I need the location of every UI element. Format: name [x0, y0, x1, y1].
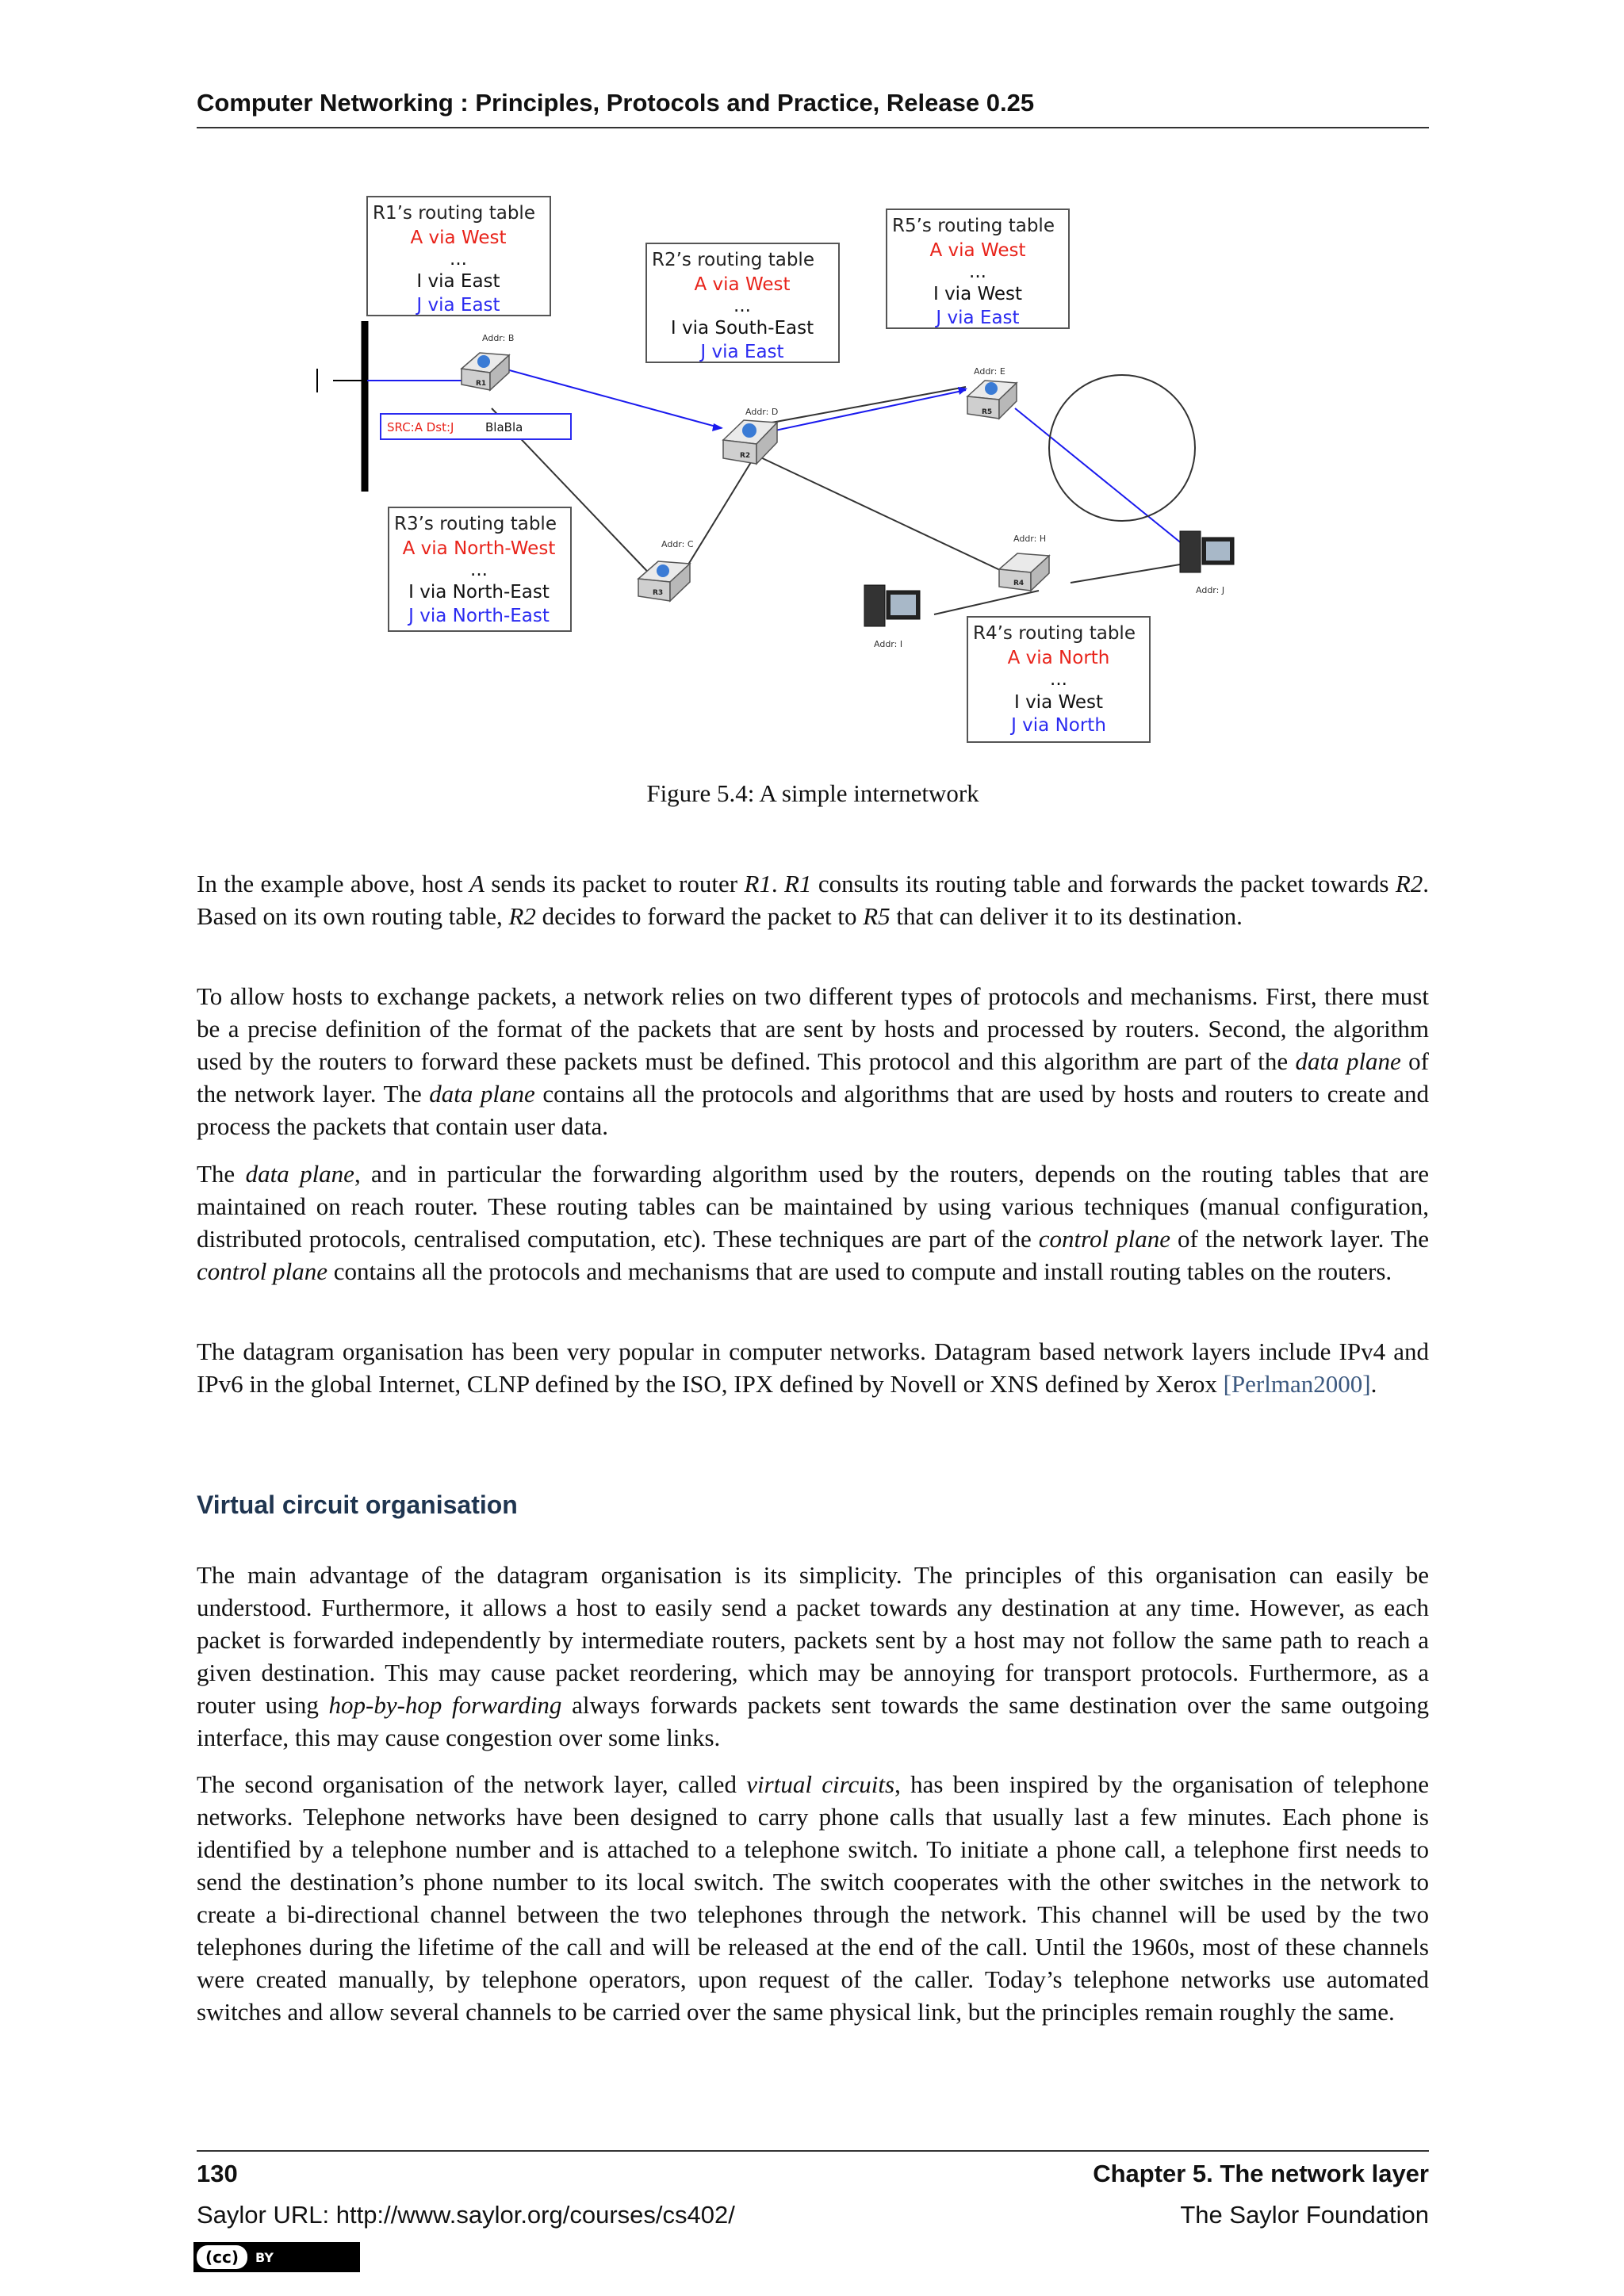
table-title: R2’s routing table — [652, 250, 814, 270]
table-entry-a: A via North-West — [402, 538, 556, 559]
arrow-r1-r2 — [712, 423, 723, 431]
r2-label: R2 — [740, 452, 751, 460]
emphasis: R1 — [784, 870, 812, 897]
header-rule — [197, 127, 1429, 128]
link-r2-r4 — [757, 456, 1027, 583]
table-entry-j: J via North — [1011, 715, 1106, 736]
text-run: always forwards packets sent towards the same destination over the same outgoing interface, this may cause congestion over some links. — [197, 1691, 1429, 1751]
routing-table-r1 — [367, 197, 550, 316]
table-ellipsis: ... — [450, 249, 467, 270]
cc-icon: (cc) — [197, 2245, 247, 2269]
table-entry-a: A via West — [694, 274, 791, 295]
router-icon — [477, 355, 490, 368]
table-title: R4’s routing table — [973, 623, 1136, 644]
running-header: Computer Networking : Principles, Protocols and Practice, Release 0.25 — [197, 89, 1035, 117]
emphasis: R5 — [863, 902, 891, 930]
emphasis: control plane — [1038, 1225, 1171, 1253]
paragraph — [197, 980, 1429, 1142]
text-run: . Based on its own routing table, — [197, 870, 1430, 930]
table-entry-j: J via East — [936, 308, 1020, 328]
table-title: R3’s routing table — [394, 514, 557, 534]
text-run: of the network layer. The — [197, 1047, 1429, 1108]
text-run: of the network layer. The — [1170, 1225, 1429, 1253]
paragraph — [197, 867, 1429, 932]
text-run: , and in particular the forwarding algorithm used by the routers, depends on the routing tables that are maintained on reach router. These routing tables can be maintained by using various techniques (manual configuration, distributed protocols, centralised computation, etc). These techniques are part of the — [197, 1160, 1429, 1253]
text-run: The datagram organisation has been very popular in computer networks. Datagram based network layers include IPv4 and IPv6 in the global Internet, CLNP defined by the ISO, IPX defined by Novell or XNS defined by Xerox — [197, 1337, 1429, 1398]
r3-label: R3 — [653, 589, 664, 597]
emphasis: data plane — [1295, 1047, 1401, 1075]
r1-label: R1 — [476, 380, 487, 388]
text-run: , has been inspired by the organisation of telephone networks. Telephone networks have been designed to carry phone calls that usually last a few minutes. Each phone is identified by a telephone number and is attached to a telephone switch. To initiate a phone call, a telephone first needs to send the destination’s phone number to its local switch. The switch cooperates with the other switches in the network to create a bi-directional channel between the two telephones through the network. This channel will be used by the two telephones during the lifetime of the call and will be released at the end of the call. Until the 1960s, most of these channels were created manually, by telephone operators, upon request of the caller. Today’s telephone networks use automated switches and allow several channels to be carried over the same physical link, but the principles remain roughly the same. — [197, 1770, 1429, 2026]
figure-caption: Figure 5.4: A simple internetwork — [646, 779, 979, 807]
emphasis: virtual circuits — [746, 1770, 895, 1798]
link-r2-r3 — [682, 452, 757, 575]
section-heading: Virtual circuit organisation — [197, 1490, 518, 1519]
saylor-url: Saylor URL: http://www.saylor.org/courses/cs402/ — [197, 2201, 735, 2229]
table-ellipsis: ... — [1050, 669, 1067, 690]
text-run: . — [771, 870, 785, 897]
cc-by-label: BY — [255, 2249, 274, 2265]
saylor-foundation: The Saylor Foundation — [1180, 2201, 1429, 2229]
table-entry-i: I via West — [933, 284, 1023, 304]
router-r5 — [967, 366, 1017, 419]
text-run: contains all the protocols and algorithms that are used by hosts and routers to create and process the packets that contain user data. — [197, 1080, 1429, 1140]
emphasis: R1 — [744, 870, 772, 897]
router-icon — [657, 564, 669, 577]
internetwork-diagram — [309, 190, 1225, 753]
table-entry-j: J via North-East — [408, 606, 550, 626]
page-number: 130 — [197, 2160, 238, 2187]
table-ellipsis: ... — [470, 560, 488, 580]
footer-rule — [197, 2150, 1429, 2152]
emphasis: data plane — [245, 1160, 354, 1188]
table-entry-i: I via North-East — [408, 582, 550, 603]
routing-table-r2 — [646, 243, 839, 362]
emphasis: data plane — [429, 1080, 535, 1108]
cloud-circle — [1049, 375, 1195, 521]
routing-table-r4 — [967, 617, 1150, 742]
host-j-screen — [1206, 541, 1230, 561]
table-entry-i: I via South-East — [670, 318, 814, 339]
router-icon — [985, 382, 998, 395]
table-entry-i: I via West — [1013, 692, 1104, 713]
router-r4 — [999, 534, 1049, 591]
emphasis: control plane — [197, 1257, 328, 1285]
arrow-r2-r5 — [958, 387, 967, 395]
r1-addr: Addr: B — [482, 333, 515, 343]
text-run: The main advantage of the datagram organisation is its simplicity. The principles of this organisation can easily be understood. Furthermore, it allows a host to easily send a packet towards any destination at any time. However, as each packet is forwarded independently by intermediate routers, packets sent by a host may not follow the same path to reach a given destination. This may cause packet reordering, which may be annoying for transport protocols. Furthermore, as a router using — [197, 1561, 1429, 1719]
r5-label: R5 — [982, 408, 993, 416]
table-ellipsis: ... — [733, 296, 751, 316]
emphasis: A — [469, 870, 485, 897]
text-run: The second organisation of the network layer, called — [197, 1770, 747, 1798]
r4-addr: Addr: H — [1013, 534, 1047, 544]
host-j-addr: Addr: J — [1196, 585, 1225, 595]
text-run: contains all the protocols and mechanisms that are used to compute and install routing tables on the routers. — [327, 1257, 1392, 1285]
table-title: R5’s routing table — [892, 216, 1055, 236]
text-run: The — [197, 1160, 246, 1188]
table-title: R1’s routing table — [373, 203, 535, 224]
packet-payload: BlaBla — [485, 420, 523, 434]
table-entry-j: J via East — [416, 295, 500, 316]
routing-table-r5 — [887, 209, 1069, 328]
host-i-addr: Addr: I — [874, 639, 903, 649]
r3-addr: Addr: C — [661, 539, 694, 549]
router-icon — [742, 423, 756, 438]
host-j-tower — [1180, 531, 1201, 572]
paragraph — [197, 1335, 1429, 1400]
emphasis: R2 — [508, 902, 536, 930]
link-r4-j — [1071, 563, 1189, 583]
r2-addr: Addr: D — [745, 407, 779, 417]
paragraph — [197, 1559, 1429, 1754]
host-i-tower — [864, 585, 885, 626]
link-r4-i — [934, 591, 1039, 614]
chapter-title: Chapter 5. The network layer — [1093, 2160, 1429, 2187]
host-i — [864, 585, 920, 649]
text-run: that can deliver it to its destination. — [890, 902, 1243, 930]
table-entry-i: I via East — [416, 271, 500, 292]
text-run: sends its packet to router — [484, 870, 745, 897]
packet-src: SRC:A Dst:J — [387, 420, 454, 434]
table-entry-a: A via North — [1007, 648, 1110, 668]
table-entry-a: A via West — [410, 228, 507, 248]
router-r2 — [723, 407, 778, 464]
r5-addr: Addr: E — [974, 366, 1005, 377]
network-figure — [309, 190, 1225, 753]
text-run: consults its routing table and forwards the packet towards — [811, 870, 1396, 897]
table-ellipsis: ... — [969, 262, 986, 282]
emphasis: hop-by-hop forwarding — [328, 1691, 562, 1719]
text-run: To allow hosts to exchange packets, a network relies on two different types of protocols and mechanisms. First, there must be a precise definition of the format of the packets that are sent by hosts and processed by routers. Second, the algorithm used by the routers to forward these packets must be defined. This protocol and this algorithm are part of the — [197, 982, 1429, 1075]
text-run: In the example above, host — [197, 870, 470, 897]
link-r5-j — [1015, 408, 1191, 551]
citation-link[interactable]: [Perlman2000] — [1223, 1370, 1371, 1398]
r4-label: R4 — [1013, 580, 1025, 587]
cc-license-badge[interactable] — [193, 2242, 360, 2272]
host-i-screen — [891, 595, 916, 615]
emphasis: R2 — [1395, 870, 1423, 897]
text-run: decides to forward the packet to — [535, 902, 864, 930]
table-entry-j: J via East — [700, 342, 784, 362]
text-run: . — [1370, 1370, 1377, 1398]
table-entry-a: A via West — [929, 240, 1026, 261]
routing-table-r3 — [389, 507, 571, 631]
router-r1 — [462, 333, 514, 390]
paragraph — [197, 1158, 1429, 1288]
paragraph — [197, 1768, 1429, 2028]
host-j — [1180, 531, 1234, 595]
